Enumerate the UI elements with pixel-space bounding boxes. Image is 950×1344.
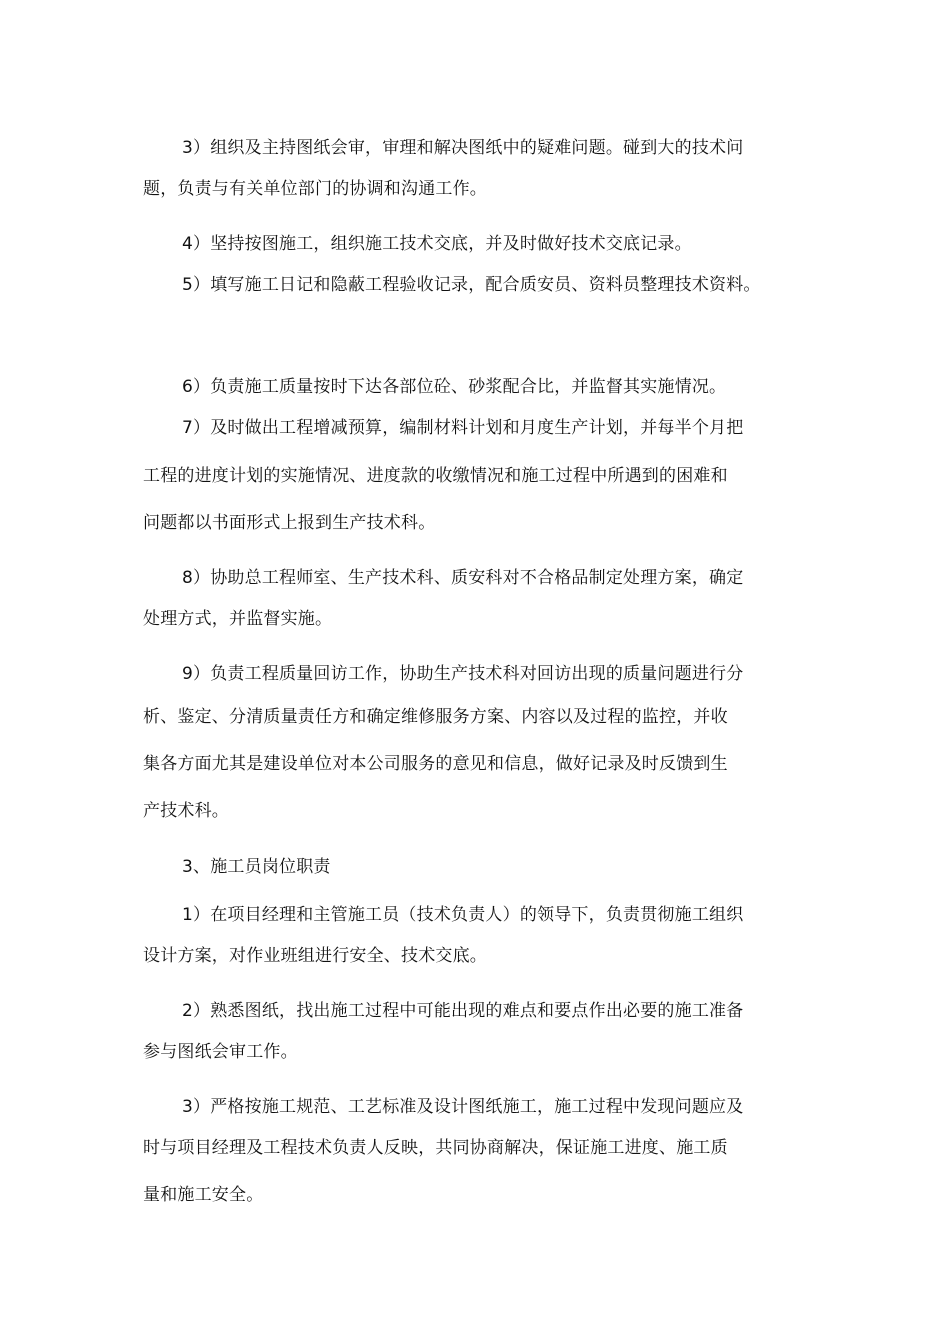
paragraph-line: 参与图纸会审工作。 (143, 1042, 298, 1062)
paragraph-line: 5）填写施工日记和隐蔽工程验收记录，配合质安员、资料员整理技术资料。 (182, 275, 761, 295)
paragraph-line: 题，负责与有关单位部门的协调和沟通工作。 (143, 179, 487, 199)
paragraph-line: 6）负责施工质量按时下达各部位砼、砂浆配合比，并监督其实施情况。 (182, 377, 727, 397)
paragraph-line: 量和施工安全。 (143, 1185, 264, 1205)
paragraph-line: 工程的进度计划的实施情况、进度款的收缴情况和施工过程中所遇到的困难和 (143, 466, 728, 486)
paragraph-line: 1）在项目经理和主管施工员（技术负责人）的领导下，负责贯彻施工组织 (182, 905, 744, 925)
paragraph-line: 集各方面尤其是建设单位对本公司服务的意见和信息，做好记录及时反馈到生 (143, 754, 728, 774)
paragraph-line: 析、鉴定、分清质量责任方和确定维修服务方案、内容以及过程的监控，并收 (143, 707, 728, 727)
paragraph-line: 3）组织及主持图纸会审，审理和解决图纸中的疑难问题。碰到大的技术问 (182, 138, 744, 158)
paragraph-line: 处理方式，并监督实施。 (143, 609, 333, 629)
paragraph-line: 2）熟悉图纸，找出施工过程中可能出现的难点和要点作出必要的施工准备 (182, 1001, 744, 1021)
section-heading: 3、施工员岗位职责 (182, 857, 331, 877)
paragraph-line: 3）严格按施工规范、工艺标准及设计图纸施工，施工过程中发现问题应及 (182, 1097, 744, 1117)
paragraph-line: 设计方案，对作业班组进行安全、技术交底。 (143, 946, 487, 966)
paragraph-line: 7）及时做出工程增减预算，编制材料计划和月度生产计划，并每半个月把 (182, 418, 744, 438)
paragraph-line: 9）负责工程质量回访工作，协助生产技术科对回访出现的质量问题进行分 (182, 664, 744, 684)
paragraph-line: 8）协助总工程师室、生产技术科、质安科对不合格品制定处理方案，确定 (182, 568, 744, 588)
paragraph-line: 问题都以书面形式上报到生产技术科。 (143, 513, 436, 533)
paragraph-line: 时与项目经理及工程技术负责人反映，共同协商解决，保证施工进度、施工质 (143, 1138, 728, 1158)
paragraph-line: 4）坚持按图施工，组织施工技术交底，并及时做好技术交底记录。 (182, 234, 692, 254)
paragraph-line: 产技术科。 (143, 801, 229, 821)
